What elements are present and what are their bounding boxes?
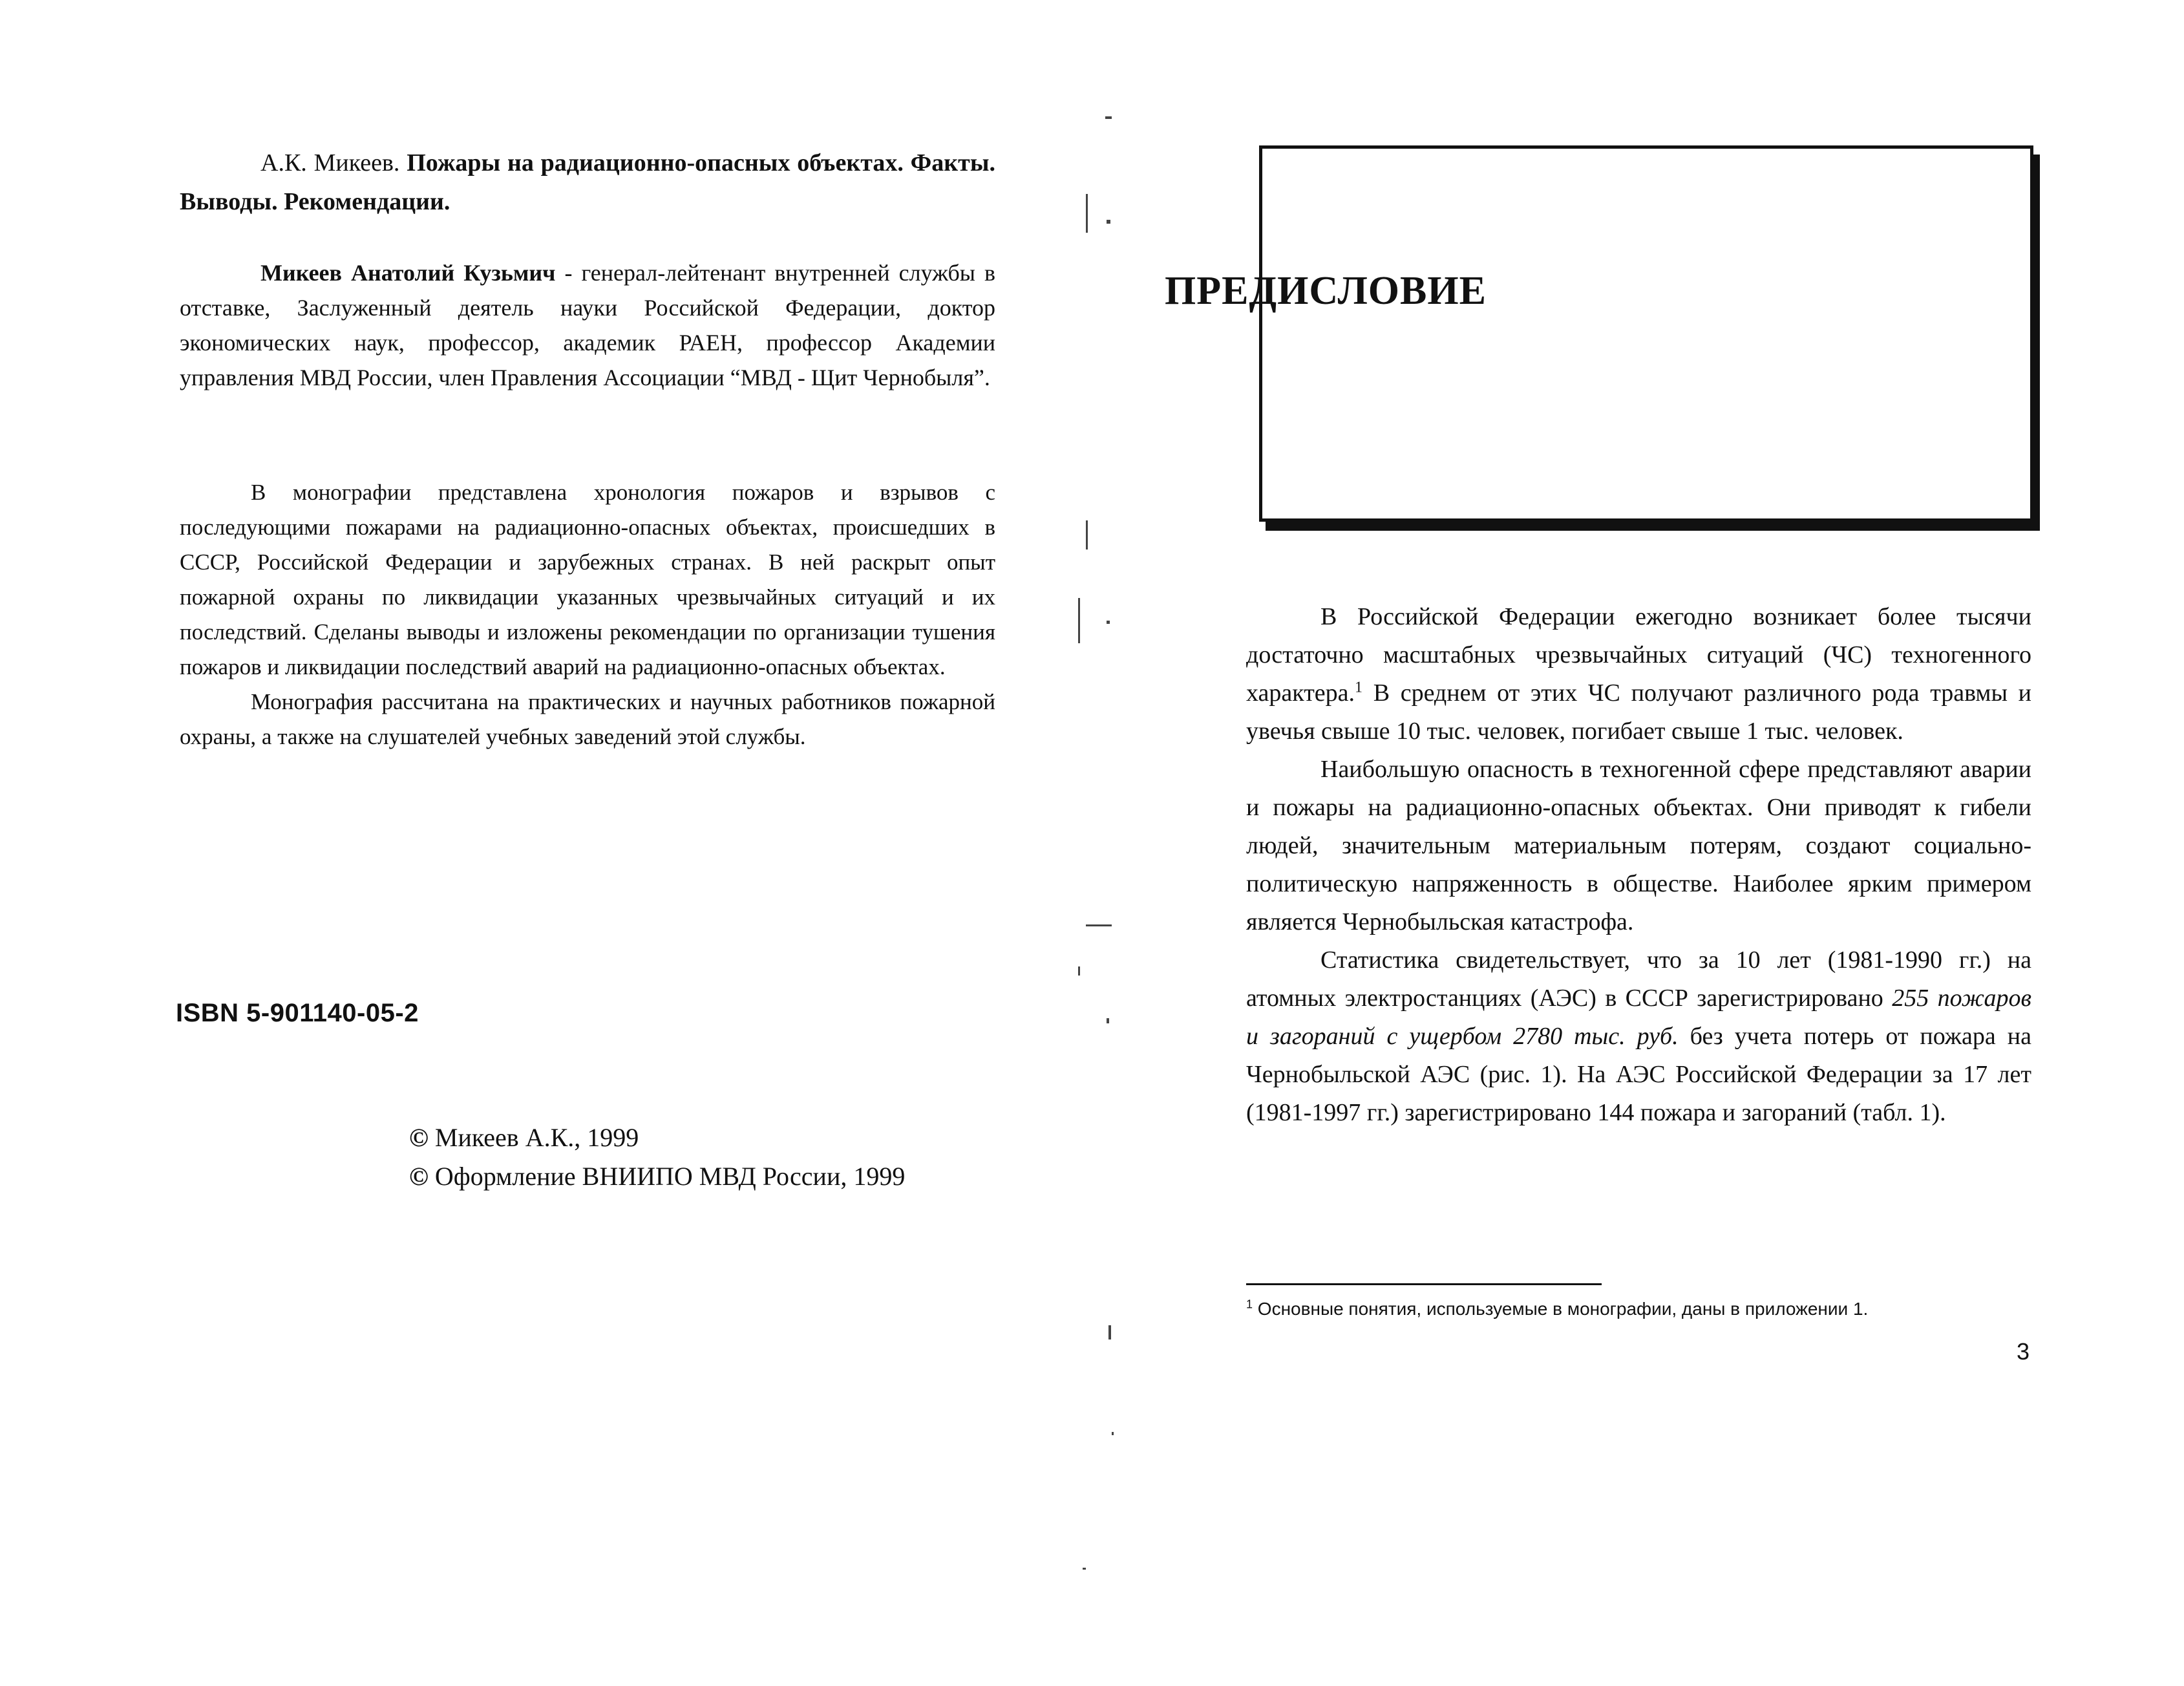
copyright-block [409,1118,905,1196]
copyright-design: Оформление ВНИИПО МВД России, 1999 [434,1162,906,1191]
right-page [1092,0,2184,1686]
gutter-speck [1078,966,1080,976]
abstract-paragraph-1: В монографии представлена хронология пожаров и взрывов с последующими пожарами на радиационно-опасных объектах, происшедших в СССР, Российской Федерации и зарубежных странах. В ней раскрыт опыт пожарной охраны по ликвидации указанных чрезвычайных ситуаций и их последствий. Сделаны выводы и изложены рекомендации по организации тушения пожаров и ликвидации последствий аварий на радиационно-опасных объектах. [180,480,995,679]
paragraph-3-text-b: без учета потерь от пожара на Чернобыльской АЭС (рис. 1). На АЭС Российской Федерации за 17 лет (1981-1997 гг.) зарегистрировано 144 пожара и загораний (табл. 1). [1246,1023,2031,1126]
gutter-speck [1083,1568,1086,1570]
biblio-author: А.К. Микеев. [260,149,400,176]
gutter-speck [1078,598,1080,643]
author-bio [180,255,995,395]
preface-body [1246,598,2031,1132]
author-name: Микеев Анатолий Кузьмич [260,260,556,286]
isbn: ISBN 5-901140-05-2 [176,999,419,1027]
copyright-line-1 [409,1118,905,1157]
gutter-speck [1086,194,1088,233]
footnote-divider [1246,1283,1602,1285]
copyright-symbol: © [409,1162,429,1191]
paragraph-1-text-a: В Российской Федерации ежегодно возникает более тысячи достаточно масштабных чрезвычайных ситуаций (ЧС) техногенного характера. [1246,603,2031,707]
author-description: - генерал-лейтенант внутренней службы в отставке, Заслуженный деятель науки Российской Федерации, доктор экономических наук, профессор, академик РАЕН, профессор Академии управления МВД России, член Правления Ассоциации “МВД - Щит Чернобыля”. [180,260,995,390]
paragraph-3-text-a: Статистика свидетельствует, что за 10 лет (1981-1990 гг.) на атомных электростанциях (АЭС) в СССР зарегистрировано [1246,946,2031,1012]
paragraph-1-text-b: В среднем от этих ЧС получают различного рода травмы и увечья свыше 10 тыс. человек, погибает свыше 1 тыс. человек. [1246,679,2031,745]
abstract [180,475,995,754]
abstract-paragraph-2: Монография рассчитана на практических и научных работников пожарной охраны, а также на слушателей учебных заведений этой службы. [180,689,995,749]
left-page [0,0,1060,1686]
paragraph-3-italic: 255 пожаров и загораний с ущербом 2780 тыс. руб. [1246,985,2031,1050]
gutter-speck [1086,520,1088,550]
footnote-marker: 1 [1246,1297,1253,1311]
footnote-ref: 1 [1355,679,1363,696]
copyright-symbol: © [409,1123,429,1152]
heading-frame [1259,145,2033,522]
preface-paragraph-3 [1246,941,2031,1132]
footnote [1246,1296,1868,1322]
copyright-author: Микеев А.К., 1999 [434,1123,639,1152]
preface-paragraph-1 [1246,598,2031,751]
page-number: 3 [2017,1338,2030,1365]
bibliographic-line [180,144,995,221]
preface-paragraph-2: Наибольшую опасность в техногенной сфере представляют аварии и пожары на радиационно-опасных объектах. Они приводят к гибели людей, значительным материальным потерям, создают социально-политическую напряженность в обществе. Наиболее ярким примером является Чернобыльская катастрофа. [1246,756,2031,935]
copyright-line-2 [409,1157,905,1196]
section-heading: ПРЕДИСЛОВИЕ [1165,269,1487,313]
footnote-text: Основные понятия, используемые в монографии, даны в приложении 1. [1253,1299,1869,1319]
biblio-title: Пожары на радиационно-опасных объектах. Факты. Выводы. Рекомендации. [180,149,996,215]
